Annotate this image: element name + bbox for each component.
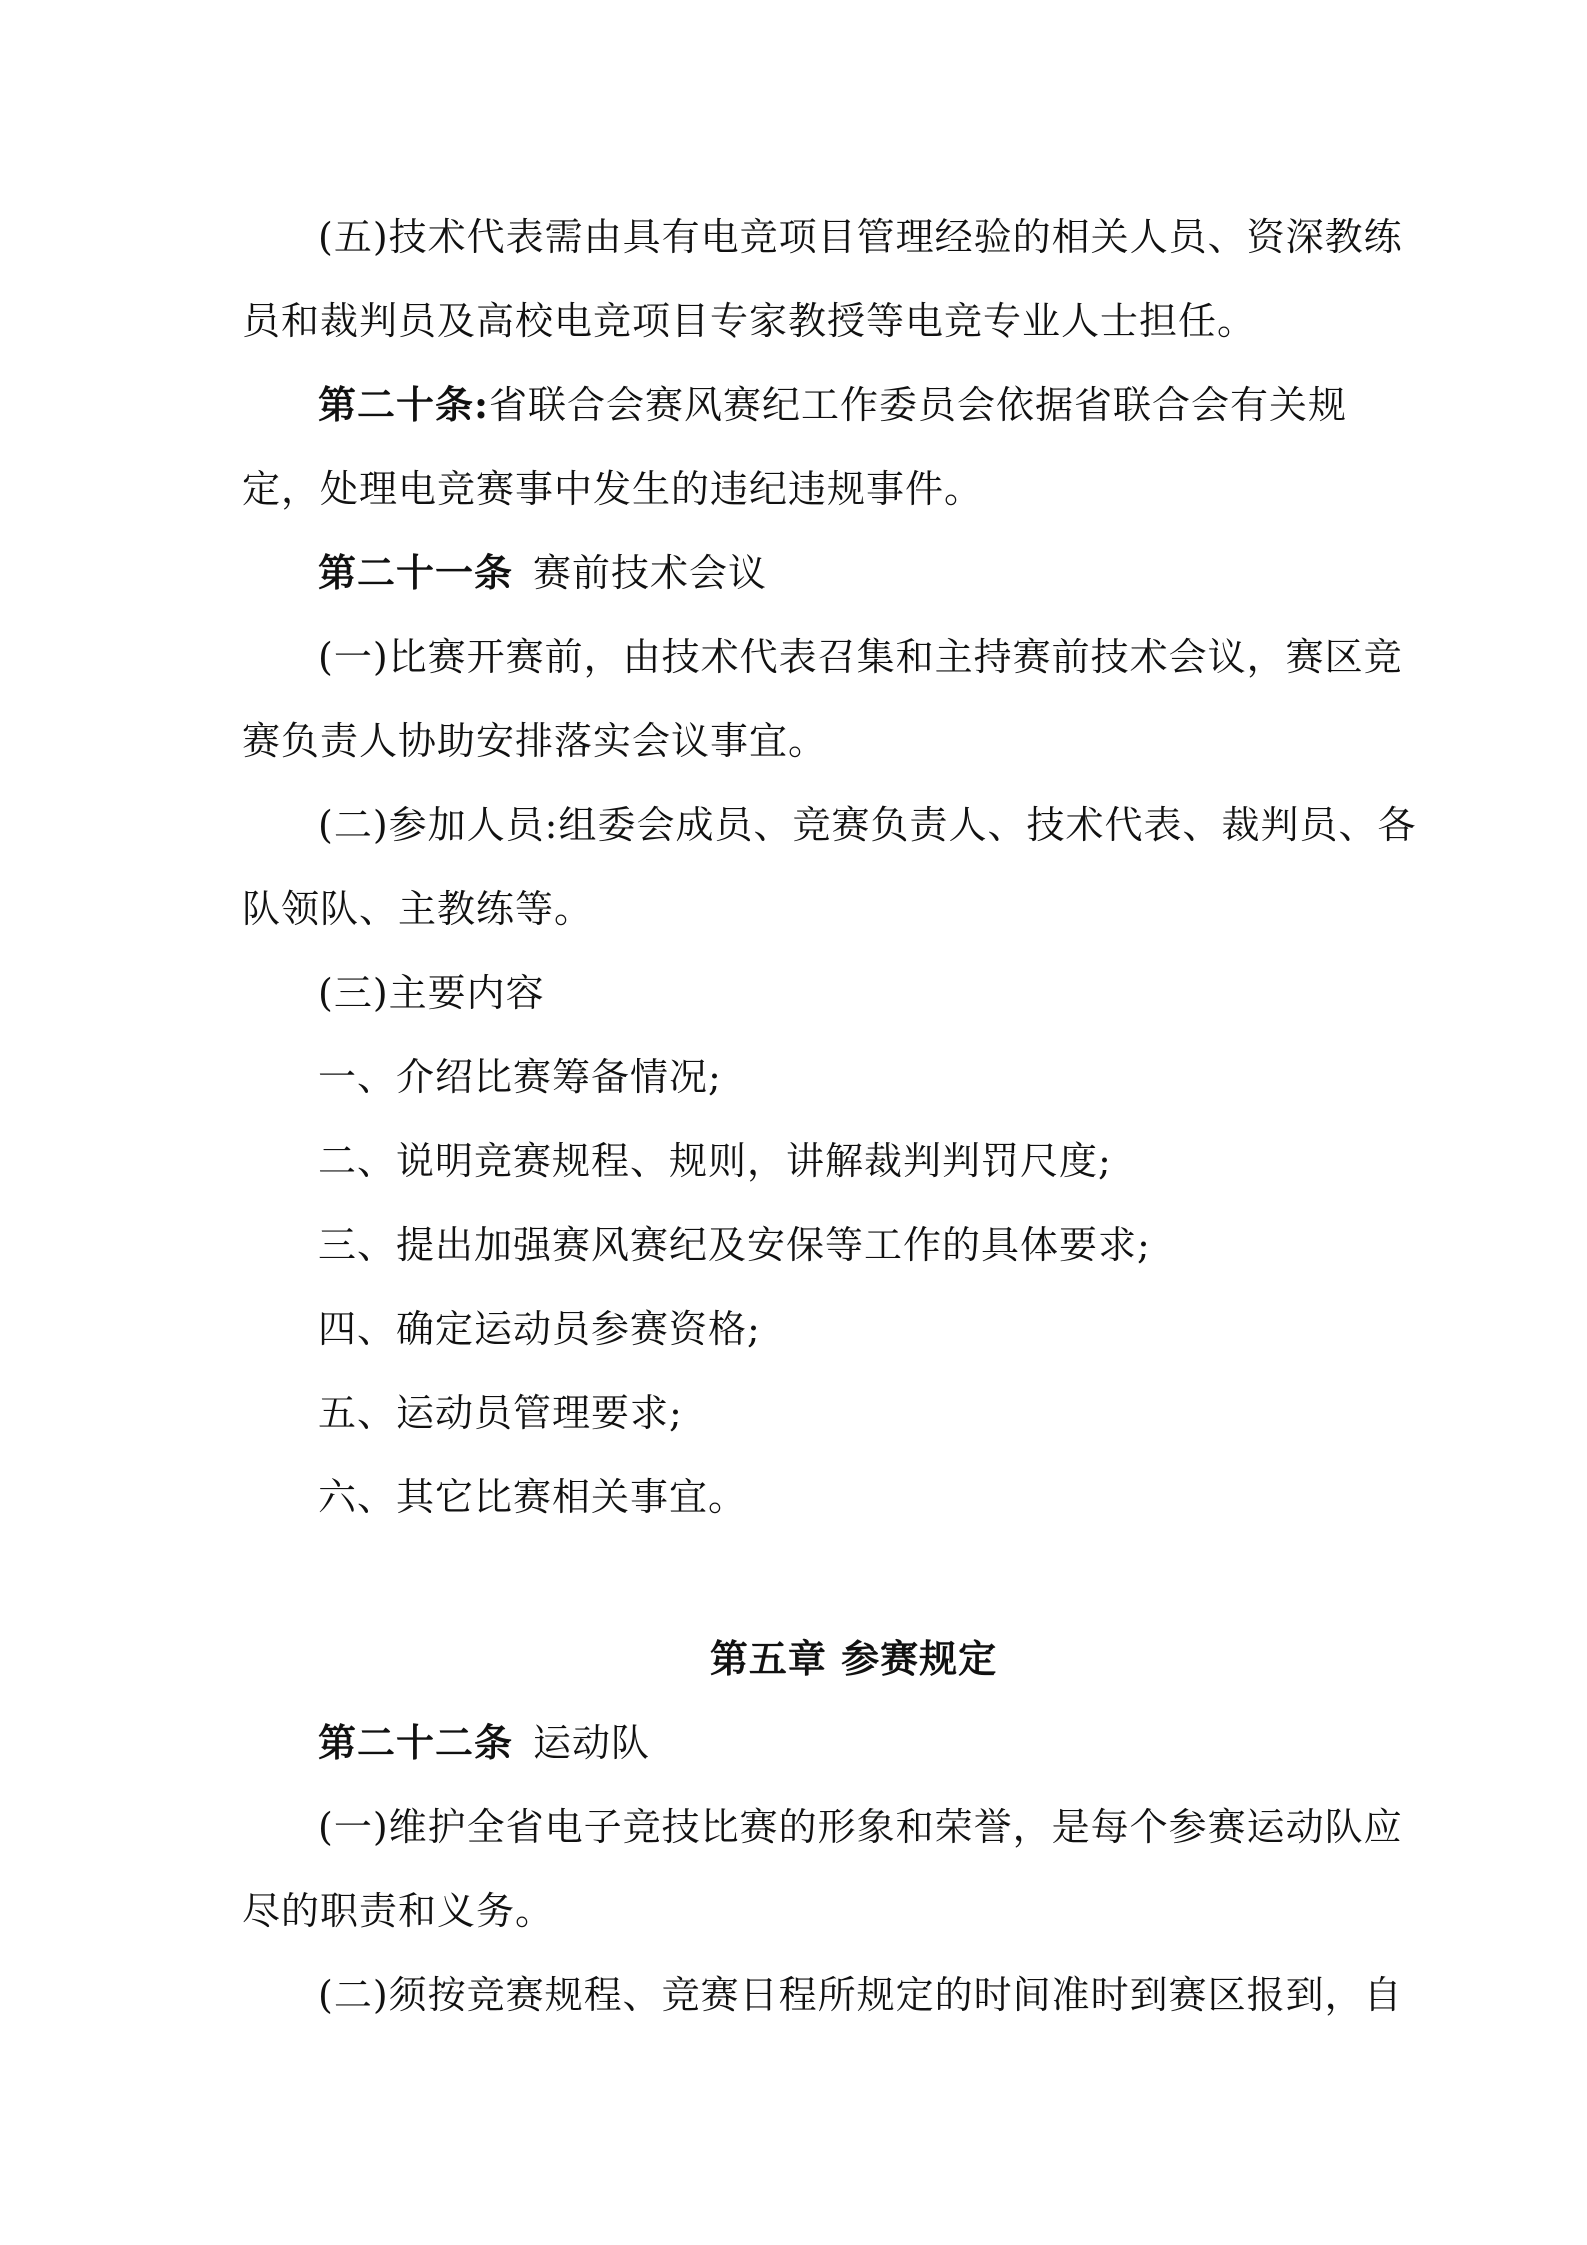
list-item: 三、提出加强赛风赛纪及安保等工作的具体要求; [318, 1223, 1151, 1267]
article-title: 赛前技术会议 [533, 551, 768, 595]
paragraph-line: 员和裁判员及高校电竞项目专家教授等电竞专业人士担任。 [242, 299, 1257, 343]
article-title: 运动队 [533, 1721, 651, 1765]
list-item: 一、介绍比赛筹备情况; [318, 1055, 722, 1099]
list-item: 四、确定运动员参赛资格; [318, 1307, 761, 1351]
article-20-line [318, 382, 1348, 427]
list-item: 二、说明竞赛规程、规则，讲解裁判判罚尺度; [318, 1139, 1112, 1183]
list-item: 五、运动员管理要求; [318, 1391, 683, 1435]
list-item: 六、其它比赛相关事宜。 [318, 1475, 748, 1519]
chapter-title: 第五章 参赛规定 [709, 1636, 998, 1681]
article-heading: 第二十条: [318, 382, 490, 427]
paragraph-line: 尽的职责和义务。 [242, 1889, 555, 1933]
paragraph-line: 定，处理电竞赛事中发生的违纪违规事件。 [242, 467, 984, 511]
article-21-line [318, 550, 768, 595]
paragraph-line: (二)须按竞赛规程、竞赛日程所规定的时间准时到赛区报到，自 [318, 1973, 1403, 2017]
article-text: 省联合会赛风赛纪工作委员会依据省联合会有关规 [489, 383, 1348, 427]
paragraph-line: 赛负责人协助安排落实会议事宜。 [242, 719, 828, 763]
paragraph-line: 队领队、主教练等。 [242, 887, 594, 931]
article-22-line [318, 1720, 651, 1765]
paragraph-line: (二)参加人员:组委会成员、竞赛负责人、技术代表、裁判员、各 [318, 803, 1417, 847]
paragraph-line: (一)比赛开赛前，由技术代表召集和主持赛前技术会议，赛区竞 [318, 635, 1403, 679]
article-heading: 第二十一条 [318, 550, 514, 595]
paragraph-line: (五)技术代表需由具有电竞项目管理经验的相关人员、资深教练 [318, 215, 1403, 259]
paragraph-line: (一)维护全省电子竞技比赛的形象和荣誉，是每个参赛运动队应 [318, 1805, 1403, 1849]
paragraph-line: (三)主要内容 [318, 971, 545, 1015]
article-heading: 第二十二条 [318, 1720, 514, 1765]
